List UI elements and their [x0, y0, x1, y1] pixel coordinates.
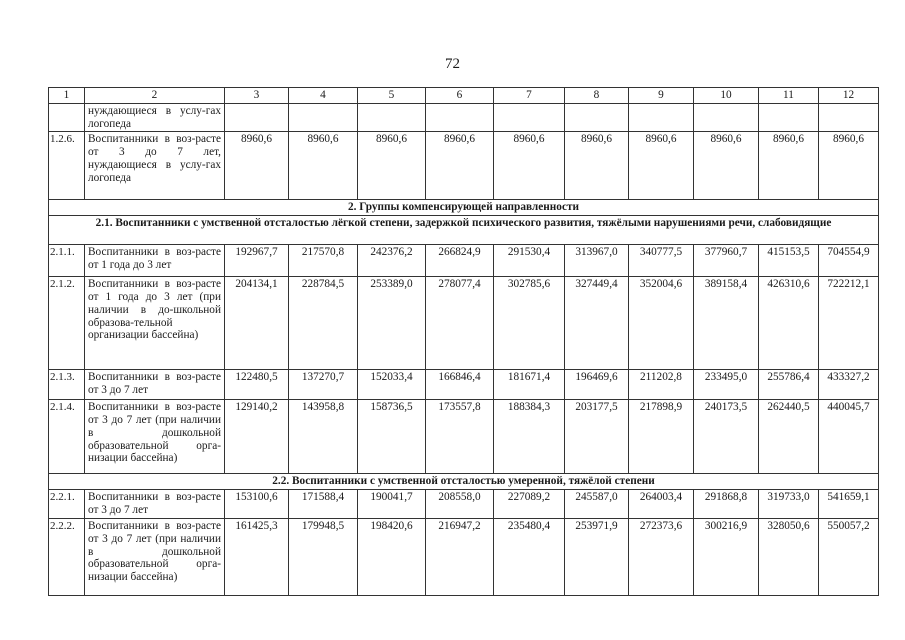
value-cell — [629, 103, 694, 132]
value-cell: 179948,5 — [289, 518, 358, 595]
value-cell: 541659,1 — [819, 489, 879, 518]
value-cell: 233495,0 — [694, 370, 759, 400]
column-number-cell: 4 — [289, 88, 358, 104]
row-number: 2.2.2. — [49, 518, 85, 595]
row-number: 2.1.3. — [49, 370, 85, 400]
value-cell: 137270,7 — [289, 370, 358, 400]
value-cell — [358, 103, 426, 132]
row-description: Воспитанники в воз-расте от 1 года до 3 лет (при наличии в до-школьной образова-тельной организации бассейна) — [85, 277, 225, 370]
value-cell — [494, 103, 565, 132]
table-row — [49, 518, 879, 595]
value-cell: 204134,1 — [225, 277, 289, 370]
row-description: Воспитанники в воз-расте от 3 до 7 лет — [85, 370, 225, 400]
row-description: Воспитанники в воз-расте от 1 года до 3 лет — [85, 245, 225, 277]
row-description: Воспитанники в воз-расте от 3 до 7 лет (при наличии в дошкольной образовательной орга-низации бассейна) — [85, 518, 225, 595]
page-number: 72 — [445, 56, 460, 72]
table-row — [49, 132, 879, 200]
value-cell: 313967,0 — [565, 245, 629, 277]
value-cell: 8960,6 — [694, 132, 759, 200]
column-number-cell: 10 — [694, 88, 759, 104]
table-row — [49, 245, 879, 277]
value-cell: 8960,6 — [759, 132, 819, 200]
table-row — [49, 370, 879, 400]
value-cell: 340777,5 — [629, 245, 694, 277]
value-cell — [289, 103, 358, 132]
value-cell — [565, 103, 629, 132]
value-cell: 143958,8 — [289, 400, 358, 474]
tariff-table — [48, 87, 879, 596]
column-number-cell: 1 — [49, 88, 85, 104]
column-number-cell: 9 — [629, 88, 694, 104]
column-number-cell: 11 — [759, 88, 819, 104]
value-cell: 228784,5 — [289, 277, 358, 370]
value-cell: 188384,3 — [494, 400, 565, 474]
value-cell: 196469,6 — [565, 370, 629, 400]
value-cell: 8960,6 — [289, 132, 358, 200]
value-cell: 211202,8 — [629, 370, 694, 400]
value-cell: 255786,4 — [759, 370, 819, 400]
value-cell: 319733,0 — [759, 489, 819, 518]
value-cell: 8960,6 — [358, 132, 426, 200]
row-number: 1.2.6. — [49, 132, 85, 200]
row-number: 2.1.1. — [49, 245, 85, 277]
value-cell: 300216,9 — [694, 518, 759, 595]
value-cell: 550057,2 — [819, 518, 879, 595]
value-cell: 217570,8 — [289, 245, 358, 277]
row-number: 2.2.1. — [49, 489, 85, 518]
value-cell: 291530,4 — [494, 245, 565, 277]
table-row — [49, 277, 879, 370]
value-cell: 235480,4 — [494, 518, 565, 595]
value-cell: 278077,4 — [426, 277, 494, 370]
value-cell: 245587,0 — [565, 489, 629, 518]
column-number-cell: 5 — [358, 88, 426, 104]
column-number-cell: 12 — [819, 88, 879, 104]
value-cell: 8960,6 — [629, 132, 694, 200]
column-number-row — [49, 88, 879, 104]
value-cell: 264003,4 — [629, 489, 694, 518]
value-cell: 192967,7 — [225, 245, 289, 277]
value-cell: 8960,6 — [819, 132, 879, 200]
section-heading: 2. Группы компенсирующей направленности — [49, 200, 879, 216]
value-cell: 217898,9 — [629, 400, 694, 474]
row-description: нуждающиеся в услу-гах логопеда — [85, 103, 225, 132]
row-number: 2.1.4. — [49, 400, 85, 474]
table-row — [49, 103, 879, 132]
value-cell: 253971,9 — [565, 518, 629, 595]
column-number-cell: 6 — [426, 88, 494, 104]
value-cell: 389158,4 — [694, 277, 759, 370]
value-cell: 272373,6 — [629, 518, 694, 595]
section-heading: 2.1. Воспитанники с умственной отсталостью лёгкой степени, задержкой психического развития, тяжёлыми нарушениями речи, слабовидящие — [49, 216, 879, 245]
column-number-cell: 2 — [85, 88, 225, 104]
value-cell: 129140,2 — [225, 400, 289, 474]
value-cell: 152033,4 — [358, 370, 426, 400]
value-cell: 8960,6 — [494, 132, 565, 200]
section-heading-row — [49, 200, 879, 216]
row-description: Воспитанники в воз-расте от 3 до 7 лет, нуждающиеся в услу-гах логопеда — [85, 132, 225, 200]
section-heading-row — [49, 216, 879, 245]
value-cell: 722212,1 — [819, 277, 879, 370]
column-number-cell: 7 — [494, 88, 565, 104]
value-cell: 173557,8 — [426, 400, 494, 474]
value-cell: 433327,2 — [819, 370, 879, 400]
value-cell: 352004,6 — [629, 277, 694, 370]
value-cell: 216947,2 — [426, 518, 494, 595]
column-number-cell: 3 — [225, 88, 289, 104]
value-cell: 242376,2 — [358, 245, 426, 277]
value-cell: 8960,6 — [225, 132, 289, 200]
value-cell: 426310,6 — [759, 277, 819, 370]
value-cell — [759, 103, 819, 132]
value-cell: 153100,6 — [225, 489, 289, 518]
row-number: 2.1.2. — [49, 277, 85, 370]
value-cell: 190041,7 — [358, 489, 426, 518]
column-number-cell: 8 — [565, 88, 629, 104]
value-cell: 181671,4 — [494, 370, 565, 400]
value-cell: 203177,5 — [565, 400, 629, 474]
section-heading: 2.2. Воспитанники с умственной отсталостью умеренной, тяжёлой степени — [49, 474, 879, 490]
value-cell: 122480,5 — [225, 370, 289, 400]
value-cell — [819, 103, 879, 132]
value-cell: 704554,9 — [819, 245, 879, 277]
table-row — [49, 400, 879, 474]
value-cell: 8960,6 — [565, 132, 629, 200]
value-cell: 415153,5 — [759, 245, 819, 277]
value-cell — [694, 103, 759, 132]
value-cell: 8960,6 — [426, 132, 494, 200]
value-cell: 291868,8 — [694, 489, 759, 518]
value-cell: 302785,6 — [494, 277, 565, 370]
value-cell: 327449,4 — [565, 277, 629, 370]
row-description: Воспитанники в воз-расте от 3 до 7 лет (при наличии в дошкольной образовательной орга-низации бассейна) — [85, 400, 225, 474]
value-cell: 328050,6 — [759, 518, 819, 595]
row-description: Воспитанники в воз-расте от 3 до 7 лет — [85, 489, 225, 518]
value-cell: 266824,9 — [426, 245, 494, 277]
value-cell: 440045,7 — [819, 400, 879, 474]
value-cell: 262440,5 — [759, 400, 819, 474]
value-cell: 227089,2 — [494, 489, 565, 518]
value-cell: 158736,5 — [358, 400, 426, 474]
value-cell: 166846,4 — [426, 370, 494, 400]
value-cell — [426, 103, 494, 132]
value-cell: 240173,5 — [694, 400, 759, 474]
value-cell: 171588,4 — [289, 489, 358, 518]
value-cell: 377960,7 — [694, 245, 759, 277]
value-cell: 253389,0 — [358, 277, 426, 370]
value-cell: 198420,6 — [358, 518, 426, 595]
value-cell — [225, 103, 289, 132]
section-heading-row — [49, 474, 879, 490]
table-row — [49, 489, 879, 518]
row-number — [49, 103, 85, 132]
value-cell: 161425,3 — [225, 518, 289, 595]
value-cell: 208558,0 — [426, 489, 494, 518]
